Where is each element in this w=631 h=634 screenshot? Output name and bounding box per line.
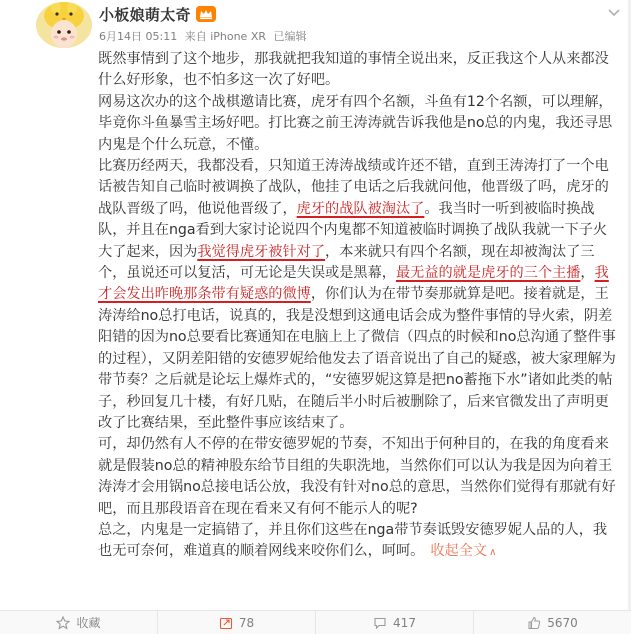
paragraph-3-text: ，你们认为在带节奏那就算是吧。接着就是，王涛涛给no总打电话，说真的，我是没想到这通电话会成为整件事情的导火索，阴差阳错的因为no总要看比赛通知在电脑上上了微信（四点的时候和no总沟通了整件事的过程），又阴差阳错的安德罗妮给他发去了语音说出了自己的疑惑，被大家理解为带节奏？之后就是论坛上爆炸式的，“安德罗妮这算是把no蓄拖下水”诸如此类的帖子，秒回复几十楼，有好几贴，在随后半小时后被删除了，后来官微发出了声明更改了比赛结果，至此整件事应该结束了。: [98, 286, 616, 431]
highlight-targeted: 我觉得虎牙被针对了: [197, 243, 326, 260]
collapse-full-text-link[interactable]: [430, 543, 496, 559]
avatar-image: [36, 2, 92, 48]
post-date[interactable]: 6月14日 05:11: [99, 30, 178, 43]
paragraph-1: 既然事情到了这个地步，那我就把我知道的事情全说出来，反正我这个人从来都没什么好形象，也不怕多这一次了好吧。: [98, 51, 609, 89]
repost-count: 78: [238, 616, 255, 630]
author-avatar[interactable]: [36, 2, 92, 48]
comment-button[interactable]: [316, 611, 474, 634]
like-button[interactable]: [474, 611, 631, 634]
paragraph-3-text: 。我当时一听到被临时换战队，并且在nga看到大家讨论说四个内鬼都不知道被临时调换了战队我就一下子火大了起来，因为: [98, 200, 608, 260]
vip-badge-icon[interactable]: [196, 6, 216, 22]
action-bar: [0, 610, 631, 634]
post-content: [98, 49, 620, 564]
paragraph-2: 网易这次办的这个战棋邀请比赛，虎牙有四个名额，斗鱼有12个名额，可以理解，毕竟你斗鱼暴雪主场好吧。打比赛之前王涛涛就告诉我他是no总的内鬼，我还寻思内鬼是个什么玩意，不懂。: [98, 93, 613, 153]
comment-icon: [373, 616, 387, 630]
post-meta: [99, 28, 311, 44]
paragraph-3-text: 比赛历经两天，我都没看，只知道王涛涛战绩或许还不错，直到王涛涛打了一个电话被告知自己临时被调换了战队，他挂了电话之后我就问他，他晋级了吗，虎牙的战队晋级了吗，他说他晋级了，: [98, 158, 609, 217]
favorite-label: 收藏: [76, 616, 101, 630]
chevron-down-icon[interactable]: [605, 4, 623, 20]
crown-icon: [196, 6, 216, 22]
post-edited[interactable]: 已编辑: [273, 30, 307, 43]
paragraph-3-text: ，本来就只有四个名额，现在却被淘汰了三个，虽说还可以复活，可无论是失误或是黑幕，: [98, 243, 595, 282]
thumb-up-icon: [527, 616, 541, 630]
paragraph-5-text: 总之，内鬼是一定搞错了，并且你们这些在nga带节奏诋毁安德罗妮人品的人，我也无可奈何，难道真的顺着网线来咬你们么，呵呵。: [98, 521, 608, 560]
star-icon: [56, 616, 70, 630]
paragraph-3: [98, 156, 620, 434]
highlight-eliminated: 虎牙的战队被淘汰了: [296, 200, 425, 217]
paragraph-3-text: ，: [580, 265, 595, 282]
paragraph-4: 可，却仍然有人不停的在带安德罗妮的节奏，不知出于何种目的，在我的角度看来就是假装no总的精神股东给节目组的失职洗地，当然你们可以认为我是因为向着王涛涛才会用锅no总接电话公放，我没有针对no总的意思，当然你们觉得有那就有好吧，而且那段语音在现在看来又有何不能示人的呢?: [98, 436, 616, 517]
post-source[interactable]: 来自 iPhone XR: [184, 30, 267, 43]
paragraph-5: [98, 520, 620, 564]
caret-up-icon: ∧: [489, 547, 497, 559]
repost-button[interactable]: [158, 611, 316, 634]
repost-icon: [219, 616, 233, 630]
comment-count: 417: [393, 616, 416, 630]
collapse-label: 收起全文: [430, 543, 488, 560]
author-line: [99, 2, 216, 26]
favorite-button[interactable]: [0, 611, 158, 634]
highlight-three-streamers: 最无益的就是虎牙的三个主播: [395, 265, 581, 282]
like-count: 5670: [547, 616, 578, 630]
highlight-doubt-post: 我才会发出昨晚那条带有疑惑的微博: [98, 265, 609, 303]
author-name[interactable]: 小板娘萌太奇: [99, 5, 191, 24]
